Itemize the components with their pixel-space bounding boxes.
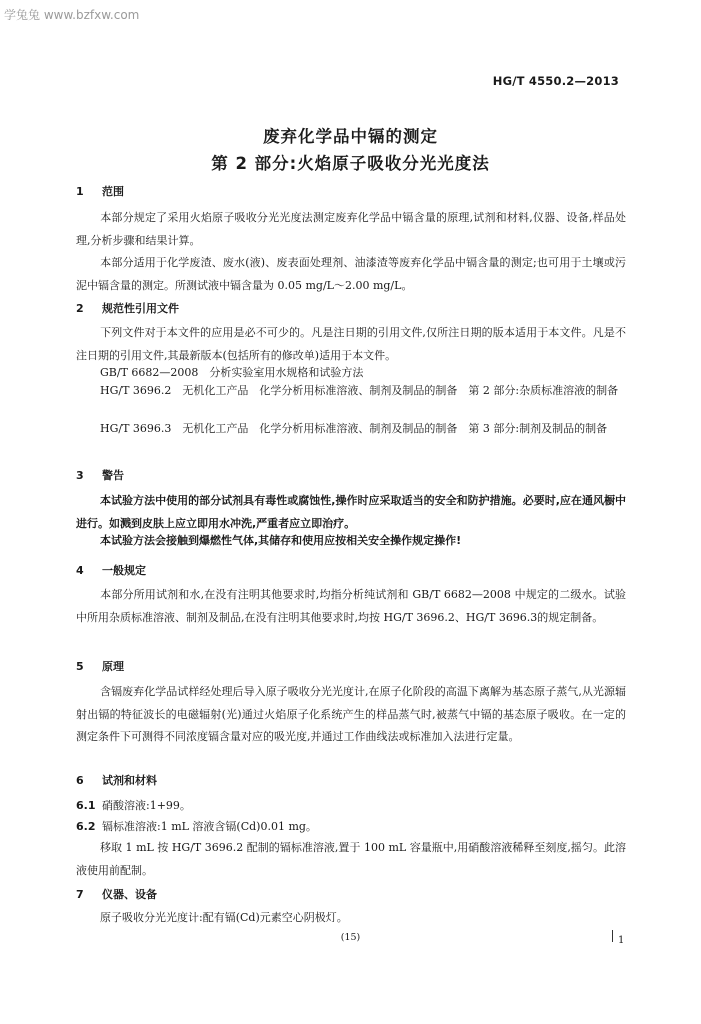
section-title: 警告 <box>102 469 124 482</box>
section-1-paragraph-2 <box>76 252 626 297</box>
document-subtitle: 第 2 部分:火焰原子吸收分光光度法 <box>211 154 490 173</box>
watermark: 学兔兔 www.bzfxw.com <box>4 8 140 22</box>
item-text: 硝酸溶液:1+99。 <box>102 799 191 812</box>
section-title: 规范性引用文件 <box>102 302 179 315</box>
section-6-heading <box>76 772 157 788</box>
paragraph-text: 原子吸收分光光度计:配有镉(Cd)元素空心阴极灯。 <box>100 911 348 924</box>
section-title: 范围 <box>102 185 124 198</box>
paragraph-text: 移取 1 mL 按 HG/T 3696.2 配制的镉标准溶液,置于 100 mL 容量瓶中,用硝酸溶液稀释至刻度,摇匀。此溶液使用前配制。 <box>76 841 626 877</box>
section-4-paragraph-1 <box>76 584 626 629</box>
section-1-paragraph-1 <box>76 207 626 252</box>
paragraph-text: 本部分适用于化学废渣、废水(液)、废表面处理剂、油漆渣等废弃化学品中镉含量的测定;也可用于土壤或污泥中镉含量的测定。所测试液中镉含量为 0.05 mg/L～2.00 mg/L。 <box>76 256 626 292</box>
item-number: 6.1 <box>76 799 96 812</box>
paragraph-text: 本试验方法中使用的部分试剂具有毒性或腐蚀性,操作时应采取适当的安全和防护措施。必要时,应在通风橱中进行。如溅到皮肤上应立即用水冲洗,严重者应立即治疗。 <box>76 494 626 530</box>
warning-paragraph-1 <box>76 490 626 535</box>
section-7-paragraph-1 <box>76 907 626 930</box>
section-3-heading <box>76 467 124 483</box>
document-title: 废弃化学品中镉的测定 <box>263 127 438 146</box>
section-title: 原理 <box>102 660 124 673</box>
section-number: 1 <box>76 185 84 198</box>
corner-mark: 1 <box>618 935 625 946</box>
item-text: 镉标准溶液:1 mL 溶液含镉(Cd)0.01 mg。 <box>102 820 317 833</box>
section-title: 试剂和材料 <box>102 774 157 787</box>
reference-text: HG/T 3696.2 无机化工产品 化学分析用标准溶液、制剂及制品的制备 第 2 部分:杂质标准溶液的制备 <box>100 384 619 397</box>
section-7-heading <box>76 886 157 902</box>
section-number: 5 <box>76 660 84 673</box>
section-5-heading <box>76 658 124 674</box>
section-title: 仪器、设备 <box>102 888 157 901</box>
section-number: 3 <box>76 469 84 482</box>
reference-hg-3696-3 <box>76 418 626 441</box>
item-6-1 <box>76 795 626 817</box>
item-6-2 <box>76 816 626 838</box>
paragraph-text: 本部分所用试剂和水,在没有注明其他要求时,均指分析纯试剂和 GB/T 6682—2008 中规定的二级水。试验中所用杂质标准溶液、制剂及制品,在没有注明其他要求时,均按 HG/T 3696.2、HG/T 3696.3的规定制备。 <box>76 588 626 624</box>
paragraph-text: 含镉废弃化学品试样经处理后导入原子吸收分光光度计,在原子化阶段的高温下离解为基态原子蒸气,从光源辐射出镉的特征波长的电磁辐射(光)通过火焰原子化系统产生的样品蒸气时,被蒸气中镉的基态原子吸收。在一定的测定条件下可测得不同浓度镉含量对应的吸光度,并通过工作曲线法或标准加入法进行定量。 <box>76 685 626 743</box>
section-number: 6 <box>76 774 84 787</box>
page-number: (15) <box>340 932 361 943</box>
section-4-heading <box>76 562 146 578</box>
standard-number: HG/T 4550.2—2013 <box>492 74 619 88</box>
reference-text: GB/T 6682—2008 分析实验室用水规格和试验方法 <box>100 366 364 379</box>
section-5-paragraph-1 <box>76 681 626 749</box>
section-number: 7 <box>76 888 84 901</box>
section-number: 4 <box>76 564 84 577</box>
section-number: 2 <box>76 302 84 315</box>
section-2-paragraph-1 <box>76 322 626 367</box>
item-number: 6.2 <box>76 820 96 833</box>
reference-hg-3696-2 <box>76 380 626 403</box>
warning-paragraph-2 <box>76 530 626 553</box>
paragraph-text: 本部分规定了采用火焰原子吸收分光光度法测定废弃化学品中镉含量的原理,试剂和材料,仪器、设备,样品处理,分析步骤和结果计算。 <box>76 211 626 247</box>
section-6-paragraph-1 <box>76 837 626 882</box>
section-title: 一般规定 <box>102 564 146 577</box>
paragraph-text: 下列文件对于本文件的应用是必不可少的。凡是注日期的引用文件,仅所注日期的版本适用于本文件。凡是不注日期的引用文件,其最新版本(包括所有的修改单)适用于本文件。 <box>76 326 626 362</box>
paragraph-text: 本试验方法会接触到爆燃性气体,其储存和使用应按相关安全操作规定操作! <box>100 534 462 547</box>
section-2-heading <box>76 300 179 316</box>
reference-text: HG/T 3696.3 无机化工产品 化学分析用标准溶液、制剂及制品的制备 第 3 部分:制剂及制品的制备 <box>100 422 608 435</box>
section-1-heading <box>76 183 124 199</box>
margin-rule <box>612 930 613 942</box>
